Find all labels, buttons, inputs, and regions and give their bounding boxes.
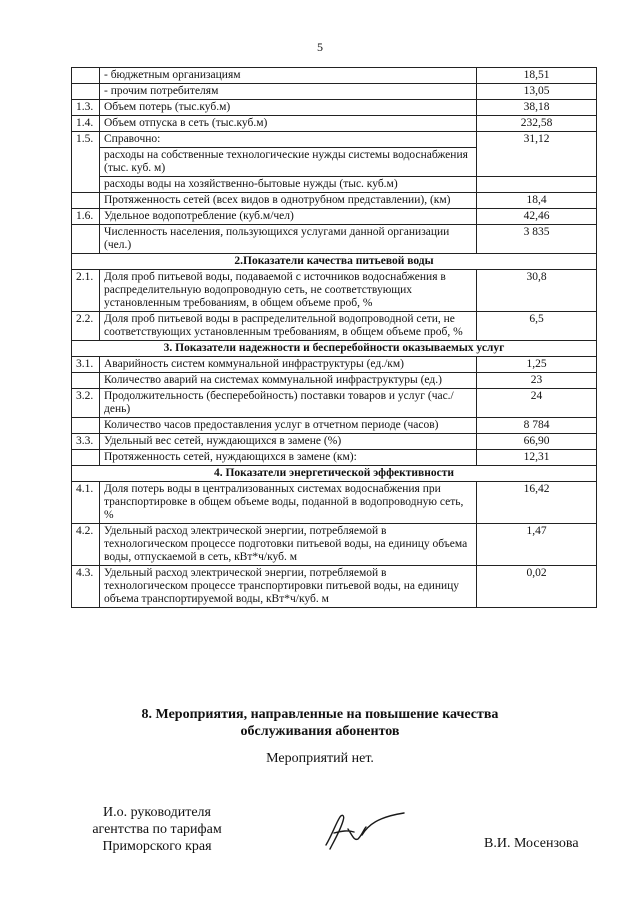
row-number: 4.3. <box>72 566 100 608</box>
row-label: - бюджетным организациям <box>100 68 477 84</box>
row-value: 3 835 <box>477 225 597 254</box>
table-row <box>72 418 597 434</box>
row-label: Количество аварий на системах коммунальной инфраструктуры (ед.) <box>100 373 477 389</box>
section-header: 2.Показатели качества питьевой воды <box>72 254 597 270</box>
row-label: расходы воды на хозяйственно-бытовые нужды (тыс. куб.м) <box>100 177 477 193</box>
row-value: 232,58 <box>477 116 597 132</box>
row-label: Протяженность сетей, нуждающихся в замене (км): <box>100 450 477 466</box>
section-header-row <box>72 341 597 357</box>
table-row <box>72 312 597 341</box>
row-number <box>72 68 100 84</box>
row-label: Количество часов предоставления услуг в отчетном периоде (часов) <box>100 418 477 434</box>
row-label: Удельный расход электрической энергии, потребляемой в технологическом процессе транспортировки питьевой воды, на единицу объема транспортируемой воды, кВт*ч/куб. м <box>100 566 477 608</box>
row-number: 1.4. <box>72 116 100 132</box>
table-row <box>72 100 597 116</box>
row-label: Удельный вес сетей, нуждающихся в замене (%) <box>100 434 477 450</box>
section-header-row <box>72 466 597 482</box>
row-label: Доля проб питьевой воды в распределительной водопроводной сети, не соответствующих установленным требованиям, в общем объеме проб, % <box>100 312 477 341</box>
row-label: Объем потерь (тыс.куб.м) <box>100 100 477 116</box>
row-value-empty <box>477 177 597 193</box>
row-number: 1.5. <box>72 132 100 193</box>
row-label: - прочим потребителям <box>100 84 477 100</box>
table-row <box>72 524 597 566</box>
row-value: 16,42 <box>477 482 597 524</box>
row-number: 1.3. <box>72 100 100 116</box>
row-label: Справочно: <box>100 132 477 148</box>
row-label: Продолжительность (бесперебойность) поставки товаров и услуг (час./день) <box>100 389 477 418</box>
section-8-title <box>0 706 640 740</box>
table-row <box>72 132 597 148</box>
table-row <box>72 373 597 389</box>
row-label: Численность населения, пользующихся услугами данной организации (чел.) <box>100 225 477 254</box>
row-label: Аварийность систем коммунальной инфраструктуры (ед./км) <box>100 357 477 373</box>
table-row <box>72 209 597 225</box>
row-number: 4.2. <box>72 524 100 566</box>
table-row <box>72 68 597 84</box>
table-row <box>72 434 597 450</box>
row-number-empty <box>72 418 100 434</box>
row-value: 18,4 <box>477 193 597 209</box>
row-number: 3.2. <box>72 389 100 418</box>
row-value: 18,51 <box>477 68 597 84</box>
signer-position-line1: И.о. руководителя <box>102 805 211 820</box>
row-label: Удельный расход электрической энергии, потребляемой в технологическом процессе подготовки питьевой воды, на единицу объема воды, отпускаемой в сеть, кВт*ч/куб. м <box>100 524 477 566</box>
row-value: 30,8 <box>477 270 597 312</box>
row-number: 3.1. <box>72 357 100 373</box>
row-value: 6,5 <box>477 312 597 341</box>
section-header: 4. Показатели энергетической эффективности <box>72 466 597 482</box>
row-label: Удельное водопотребление (куб.м/чел) <box>100 209 477 225</box>
table-row <box>72 389 597 418</box>
row-number-empty <box>72 373 100 389</box>
row-number: 2.2. <box>72 312 100 341</box>
row-label: Протяженность сетей (всех видов в однотрубном представлении), (км) <box>100 193 477 209</box>
row-number-empty <box>72 450 100 466</box>
table-row <box>72 116 597 132</box>
row-value: 23 <box>477 373 597 389</box>
row-value: 8 784 <box>477 418 597 434</box>
row-value: 31,12 <box>477 132 597 177</box>
row-number: 1.6. <box>72 209 100 225</box>
row-number: 4.1. <box>72 482 100 524</box>
row-value: 66,90 <box>477 434 597 450</box>
table-row <box>72 450 597 466</box>
row-value: 1,25 <box>477 357 597 373</box>
table-row <box>72 225 597 254</box>
row-number-empty <box>72 225 100 254</box>
signer-position <box>72 804 242 855</box>
signer-name: В.И. Мосензова <box>484 836 579 851</box>
table-row <box>72 566 597 608</box>
section-header-row <box>72 254 597 270</box>
row-number: 3.3. <box>72 434 100 450</box>
table-row <box>72 357 597 373</box>
table-row <box>72 270 597 312</box>
row-value: 12,31 <box>477 450 597 466</box>
section-8-title-line1: 8. Мероприятия, направленные на повышение качества <box>141 707 499 722</box>
row-label: Объем отпуска в сеть (тыс.куб.м) <box>100 116 477 132</box>
row-value: 38,18 <box>477 100 597 116</box>
row-label: Доля потерь воды в централизованных системах водоснабжения при транспортировке в общем объеме воды, поданной в водопроводную сеть, % <box>100 482 477 524</box>
handwritten-signature <box>318 805 418 855</box>
row-label: расходы на собственные технологические нужды системы водоснабжения (тыс. куб. м) <box>100 148 477 177</box>
table-row <box>72 482 597 524</box>
row-number <box>72 84 100 100</box>
signer-position-line2: агентства по тарифам <box>92 822 222 837</box>
no-measures-note: Мероприятий нет. <box>266 751 374 766</box>
row-value: 24 <box>477 389 597 418</box>
row-value: 1,47 <box>477 524 597 566</box>
table-row <box>72 177 597 193</box>
section-header: 3. Показатели надежности и бесперебойности оказываемых услуг <box>72 341 597 357</box>
row-number-empty <box>72 193 100 209</box>
signer-position-line3: Приморского края <box>102 839 212 854</box>
table-row <box>72 193 597 209</box>
row-number: 2.1. <box>72 270 100 312</box>
row-value: 42,46 <box>477 209 597 225</box>
row-value: 0,02 <box>477 566 597 608</box>
section-8-title-line2: обслуживания абонентов <box>240 724 400 739</box>
row-value: 13,05 <box>477 84 597 100</box>
row-label: Доля проб питьевой воды, подаваемой с источников водоснабжения в распределительную водопроводную сеть, не соответствующих установленным требованиям, в общем объеме проб, % <box>100 270 477 312</box>
page-number: 5 <box>317 40 323 54</box>
table-row <box>72 84 597 100</box>
indicators-table <box>71 67 597 608</box>
